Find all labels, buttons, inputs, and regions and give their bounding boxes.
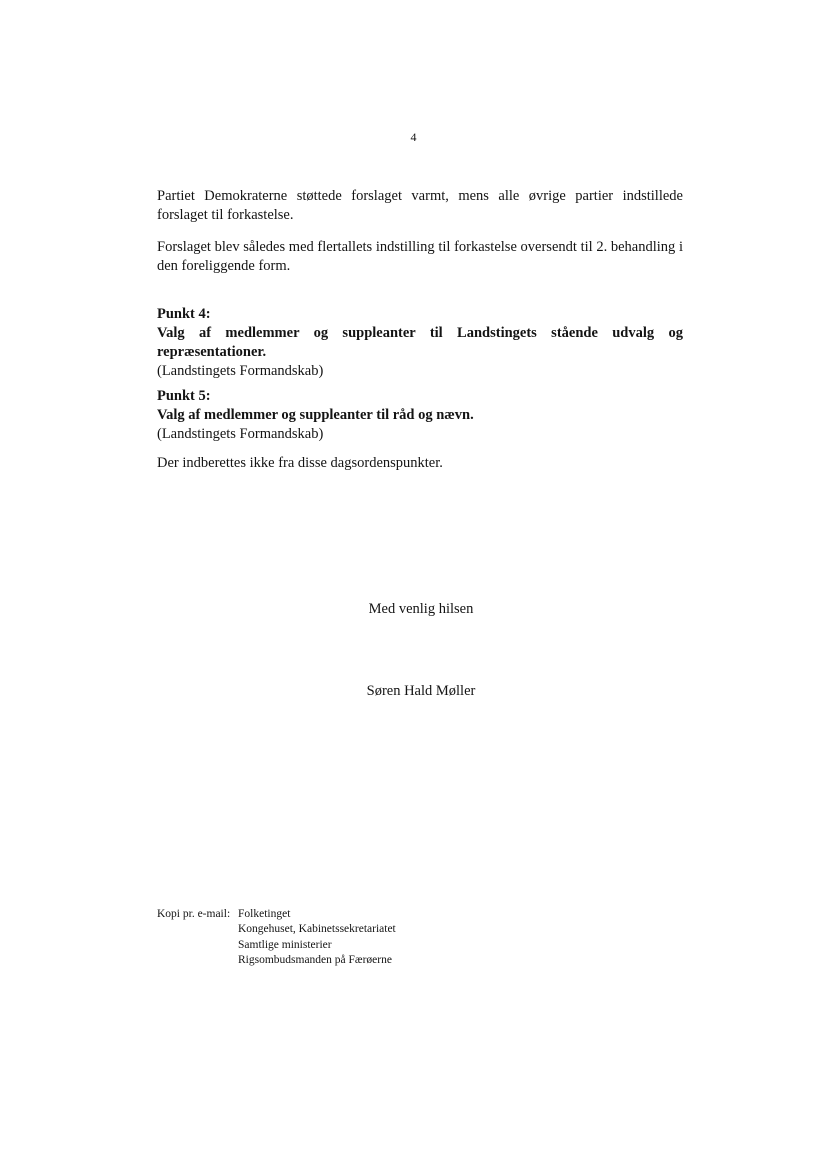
agenda-item-5-title: Valg af medlemmer og suppleanter til råd og nævn.: [157, 407, 474, 423]
agenda-item-5-source: (Landstingets Formandskab): [157, 426, 324, 442]
cc-recipient: Folketinget: [238, 908, 291, 920]
closing-greeting: Med venlig hilsen: [368, 601, 474, 617]
page-number: 4: [410, 130, 417, 144]
cc-recipient: Rigsombudsmanden på Færøerne: [238, 953, 392, 966]
agenda-item-4-source: (Landstingets Formandskab): [157, 363, 324, 379]
cc-label: Kopi pr. e-mail:: [157, 908, 231, 920]
agenda-item-4-label: Punkt 4:: [157, 306, 211, 322]
cc-recipient: Samtlige ministerier: [238, 938, 332, 951]
agenda-item-4-title-line1: Valg af medlemmer og suppleanter til Landstingets stående udvalg og: [157, 325, 683, 341]
agenda-item-5-label: Punkt 5:: [157, 388, 211, 404]
agenda-item-4: [157, 305, 683, 381]
paragraph-party-support: Partiet Demokraterne støttede forslaget varmt, mens alle øvrige partier indstillede forslaget til forkastelse.: [157, 188, 683, 223]
signatory-name: Søren Hald Møller: [366, 683, 476, 699]
cc-recipient-list: [238, 907, 396, 968]
paragraph-forwarding: Forslaget blev således med flertallets indstilling til forkastelse oversendt til 2. behandling i den foreliggende form.: [157, 239, 683, 274]
report-note: Der indberettes ikke fra disse dagsordenspunkter.: [157, 455, 443, 471]
agenda-item-4-title-line2: repræsentationer.: [157, 344, 267, 360]
agenda-item-5: [157, 387, 683, 444]
cc-recipient: Kongehuset, Kabinetssekretariatet: [238, 923, 396, 936]
